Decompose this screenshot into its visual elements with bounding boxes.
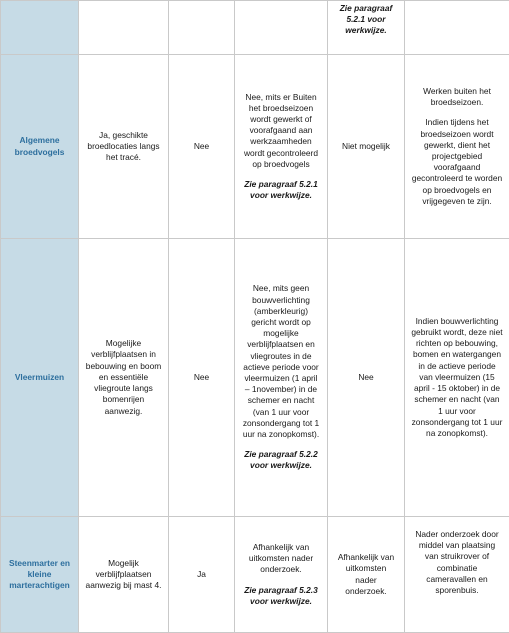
condition-cell <box>235 517 328 633</box>
impact-cell: Nee <box>169 239 235 517</box>
measure-cell: Indien bouwverlichting gebruikt wordt, deze niet richten op bebouwing, bomen en watergangen in de actieve periode van vleermuizen (15 april - 15 oktober) in de schemer en nacht (van 1 uur voor zonsondergang tot 1 uur na zonopkomst). <box>405 239 509 517</box>
measure-text: Indien tijdens het broedseizoen wordt gewerkt, dient het projectgebied voorafgaand gecontroleerd te worden op broedvogels en vrijgegeven te zijn. <box>411 117 503 207</box>
condition-cell <box>235 55 328 239</box>
measure-text: Werken buiten het broedseizoen. <box>423 86 491 107</box>
condition-cell <box>235 1 328 55</box>
condition-text: Nee, mits geen bouwverlichting (amberkleurig) gericht wordt op mogelijke verblijfplaatsen en vliegroutes in de actieve periode voor vleermuizen (1 april – 1november) in de schemer en nacht (van 1 uur voor zonsondergang tot 1 uur na zonopkomst). <box>243 283 319 439</box>
condition-text: Nee, mits er Buiten het broedseizoen wordt gewerkt of voorafgaand aan werkzaamheden wordt gecontroleerd op broedvogels <box>244 92 318 169</box>
measure-cell <box>405 1 509 55</box>
presence-cell: Mogelijk verblijfplaatsen aanwezig bij mast 4. <box>79 517 169 633</box>
condition-cell <box>235 239 328 517</box>
table-row <box>1 517 509 633</box>
alternative-cell: Nee <box>328 239 405 517</box>
species-cell <box>1 1 79 55</box>
species-cell: Vleermuizen <box>1 239 79 517</box>
alternative-cell: Afhankelijk van uitkomsten nader onderzoek. <box>328 517 405 633</box>
table-row <box>1 1 509 55</box>
presence-cell: Ja, geschikte broedlocaties langs het tracé. <box>79 55 169 239</box>
paragraph-reference: Zie paragraaf 5.2.1 voor werkwijze. <box>241 179 321 201</box>
species-cell: Algemene broedvogels <box>1 55 79 239</box>
impact-cell <box>169 1 235 55</box>
paragraph-reference: Zie paragraaf 5.2.1 voor werkwijze. <box>334 3 398 37</box>
impact-cell: Ja <box>169 517 235 633</box>
alternative-cell: Niet mogelijk <box>328 55 405 239</box>
condition-text: Afhankelijk van uitkomsten nader onderzoek. <box>249 542 313 574</box>
measure-cell: Nader onderzoek door middel van plaatsing van struikrover of combinatie cameravallen en sporenbuis. <box>405 517 509 633</box>
table-row <box>1 239 509 517</box>
paragraph-reference: Zie paragraaf 5.2.2 voor werkwijze. <box>241 449 321 471</box>
paragraph-reference: Zie paragraaf 5.2.3 voor werkwijze. <box>241 585 321 607</box>
species-cell: Steenmarter en kleine marterachtigen <box>1 517 79 633</box>
alternative-cell <box>328 1 405 55</box>
table-row <box>1 55 509 239</box>
presence-cell <box>79 1 169 55</box>
impact-cell: Nee <box>169 55 235 239</box>
measure-cell <box>405 55 509 239</box>
presence-cell: Mogelijke verblijfplaatsen in bebouwing en boom en essentiële vliegroute langs bomenrijen aanwezig. <box>79 239 169 517</box>
